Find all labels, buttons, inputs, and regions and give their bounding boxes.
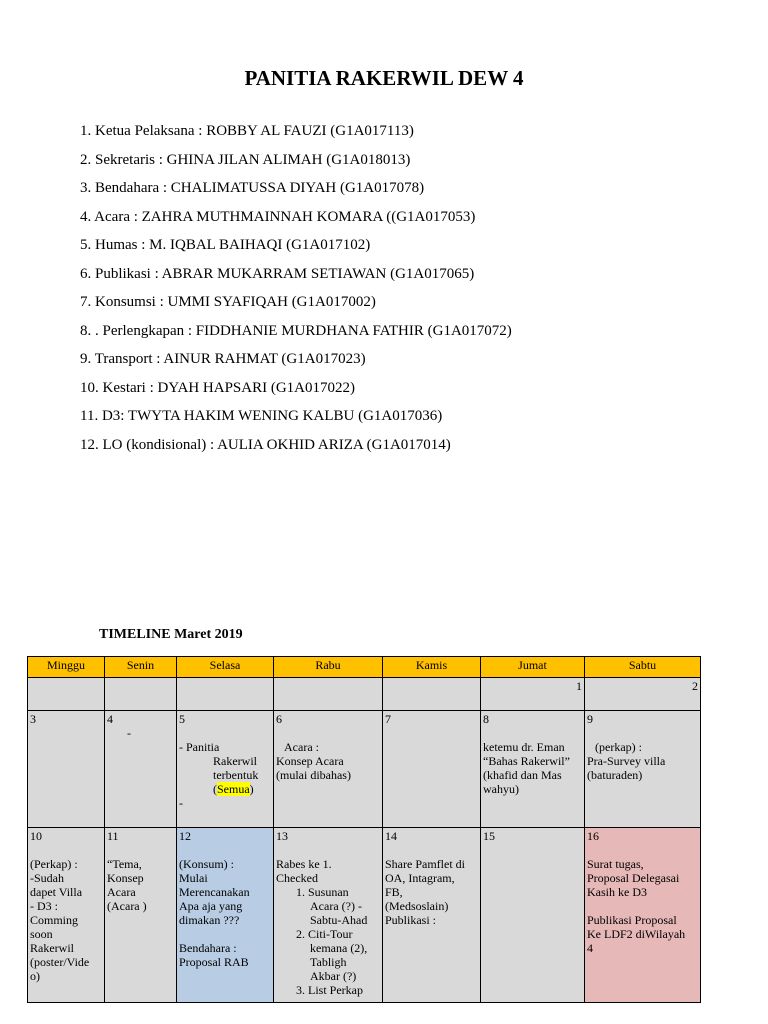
cell-note: - [127, 726, 131, 740]
calendar-cell-empty [105, 678, 177, 711]
calendar-cell-12 [177, 828, 274, 1003]
date-number: 8 [483, 712, 489, 726]
date-number: 6 [276, 712, 282, 726]
committee-item: 9. Transport : AINUR RAHMAT (G1A017023) [80, 351, 366, 367]
date-number: 5 [179, 712, 185, 726]
committee-item: 11. D3: TWYTA HAKIM WENING KALBU (G1A017036) [80, 408, 443, 424]
cell-note: Share Pamflet di OA, Intagram, FB, (Medsoslain) Publikasi : [385, 857, 465, 927]
calendar-cell-6 [274, 711, 383, 828]
calendar-cell-8 [481, 711, 585, 828]
committee-item: 8. . Perlengkapan : FIDDHANIE MURDHANA FATHIR (G1A017072) [80, 322, 512, 339]
calendar-cell-4 [105, 711, 177, 828]
committee-item: 1. Ketua Pelaksana : ROBBY AL FAUZI (G1A017113) [80, 123, 414, 139]
calendar-cell-empty [28, 678, 105, 711]
date-number: 7 [385, 712, 391, 726]
committee-item: 2. Sekretaris : GHINA JILAN ALIMAH (G1A018013) [80, 151, 411, 168]
date-number: 11 [107, 829, 119, 843]
cell-note: ketemu dr. Eman “Bahas Rakerwil” (khafid dan Mas wahyu) [483, 740, 570, 796]
calendar-cell-3 [28, 711, 105, 828]
calendar-cell-9 [585, 711, 701, 828]
cell-note: - Panitia Rakerwil terbentuk (Semua) - [179, 740, 259, 810]
committee-item: 6. Publikasi : ABRAR MUKARRAM SETIAWAN (G1A017065) [80, 265, 475, 282]
committee-item: 12. LO (kondisional) : AULIA OKHID ARIZA (G1A017014) [80, 436, 451, 453]
committee-item: 4. Acara : ZAHRA MUTHMAINNAH KOMARA ((G1A017053) [80, 208, 476, 225]
calendar-cell-5 [177, 711, 274, 828]
calendar-cell-13 [274, 828, 383, 1003]
date-number: 16 [587, 829, 599, 843]
calendar-cell-16 [585, 828, 701, 1003]
calendar-cell-empty [383, 678, 481, 711]
day-header-selasa: Selasa [177, 657, 274, 678]
timeline-title: TIMELINE Maret 2019 [99, 627, 243, 642]
calendar-cell-10 [28, 828, 105, 1003]
highlight-semua: Semua [217, 782, 250, 796]
calendar-header-row [28, 657, 701, 678]
calendar-week-row [28, 678, 701, 711]
committee-item: 7. Konsumsi : UMMI SYAFIQAH (G1A017002) [80, 294, 376, 310]
timeline-calendar [27, 656, 701, 1003]
document-title: PANITIA RAKERWIL DEW 4 [244, 66, 524, 90]
date-number: 2 [692, 679, 698, 693]
cell-note: (Perkap) : -Sudah dapet Villa - D3 : Comming soon Rakerwil (poster/Vide o) [30, 857, 90, 983]
date-number: 4 [107, 712, 113, 726]
calendar-cell-15 [481, 828, 585, 1003]
cell-note: Surat tugas, Proposal Delegasai Kasih ke D3 Publikasi Proposal Ke LDF2 diWilayah 4 [587, 857, 686, 955]
calendar-cell-7 [383, 711, 481, 828]
committee-item: 5. Humas : M. IQBAL BAIHAQI (G1A017102) [80, 237, 371, 253]
day-header-jumat: Jumat [481, 657, 585, 678]
calendar-cell-11 [105, 828, 177, 1003]
cell-note: “Tema, Konsep Acara (Acara ) [107, 857, 147, 913]
date-number: 9 [587, 712, 593, 726]
day-header-kamis: Kamis [383, 657, 481, 678]
date-number: 3 [30, 712, 36, 726]
date-number: 10 [30, 829, 42, 843]
date-number: 14 [385, 829, 397, 843]
calendar-week-row [28, 711, 701, 828]
committee-list [80, 121, 512, 463]
day-header-rabu: Rabu [274, 657, 383, 678]
calendar-cell-1 [481, 678, 585, 711]
cell-note: (Konsum) : Mulai Merencanakan Apa aja yang dimakan ??? Bendahara : Proposal RAB [179, 857, 250, 969]
day-header-sabtu: Sabtu [585, 657, 701, 678]
date-number: 12 [179, 829, 191, 843]
day-header-minggu: Minggu [28, 657, 105, 678]
cell-note: Acara : Konsep Acara (mulai dibahas) [276, 740, 351, 782]
calendar-cell-empty [177, 678, 274, 711]
calendar-cell-14 [383, 828, 481, 1003]
committee-item: 10. Kestari : DYAH HAPSARI (G1A017022) [80, 379, 355, 396]
calendar-cell-empty [274, 678, 383, 711]
cell-note: (perkap) : Pra-Survey villa (baturaden) [587, 740, 666, 782]
calendar-week-row [28, 828, 701, 1003]
date-number: 13 [276, 829, 288, 843]
cell-note: Rabes ke 1. Checked 1. Susunan Acara (?) - Sabtu-Ahad 2. Citi-Tour kemana (2), Tabligh Akbar (?) 3. List Perkap [276, 857, 368, 997]
date-number: 15 [483, 829, 495, 843]
date-number: 1 [576, 679, 582, 693]
committee-item: 3. Bendahara : CHALIMATUSSA DIYAH (G1A017078) [80, 180, 425, 196]
day-header-senin: Senin [105, 657, 177, 678]
calendar-cell-2 [585, 678, 701, 711]
